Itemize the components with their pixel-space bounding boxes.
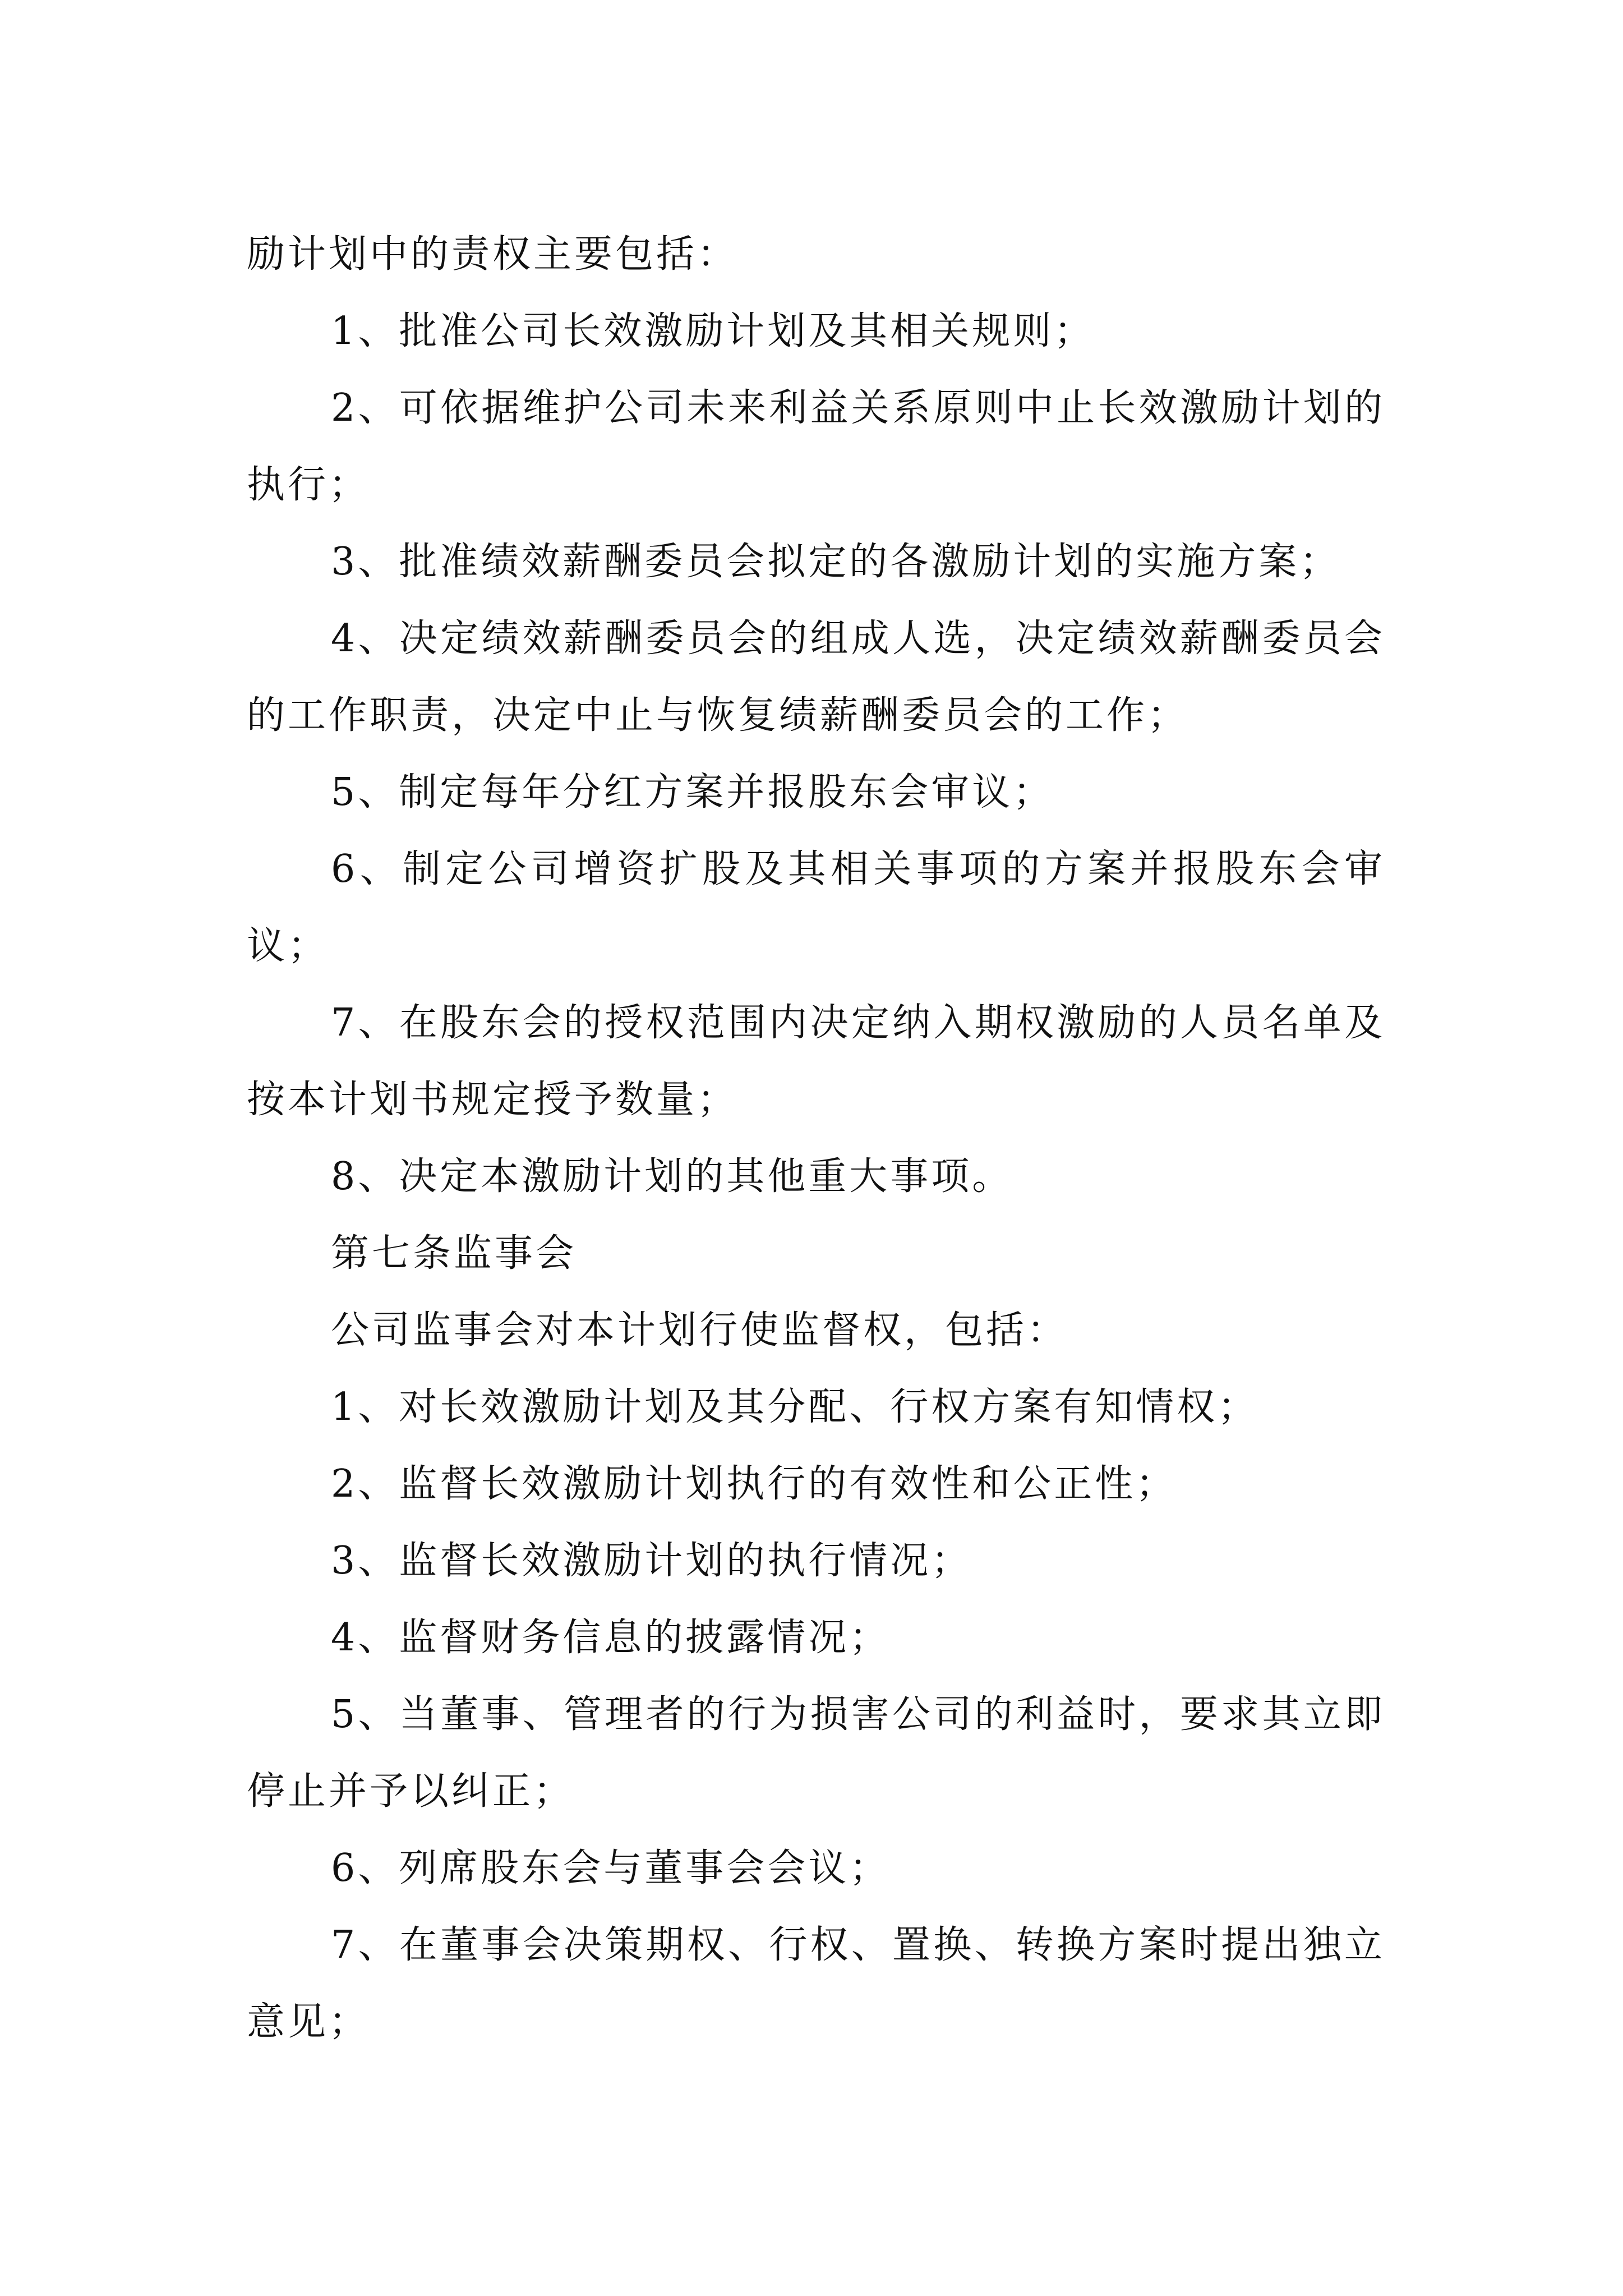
paragraph-continuation: 励计划中的责权主要包括： xyxy=(247,232,739,277)
paragraph-item-3: 3、批准绩效薪酬委员会拟定的各激励计划的实施方案； xyxy=(331,540,1341,584)
paragraph-item-2: 2、可依据维护公司未来利益关系原则中止长效激励计划的执行； xyxy=(247,386,1385,507)
paragraph-item-4: 4、监督财务信息的披露情况； xyxy=(331,1616,891,1660)
document-body xyxy=(247,216,1385,2060)
paragraph-item-4: 4、决定绩效薪酬委员会的组成人选，决定绩效薪酬委员会的工作职责，决定中止与恢复绩薪酬委员会的工作； xyxy=(247,616,1385,738)
paragraph-item-1: 1、对长效激励计划及其分配、行权方案有知情权； xyxy=(331,1385,1259,1429)
paragraph-item-2: 2、监督长效激励计划执行的有效性和公正性； xyxy=(331,1462,1177,1506)
paragraph-item-7: 7、在股东会的授权范围内决定纳入期权激励的人员名单及按本计划书规定授予数量； xyxy=(247,1001,1385,1122)
paragraph-item-5: 5、制定每年分红方案并报股东会审议； xyxy=(331,770,1054,815)
paragraph-item-7: 7、在董事会决策期权、行权、置换、转换方案时提出独立意见； xyxy=(247,1923,1385,2044)
paragraph-item-1: 1、批准公司长效激励计划及其相关规则； xyxy=(331,309,1095,353)
paragraph-item-5: 5、当董事、管理者的行为损害公司的利益时，要求其立即停止并予以纠正； xyxy=(247,1692,1385,1814)
paragraph-item-8: 8、决定本激励计划的其他重大事项。 xyxy=(331,1154,1013,1199)
paragraph-item-6: 6、制定公司增资扩股及其相关事项的方案并报股东会审议； xyxy=(247,847,1385,968)
paragraph-item-3: 3、监督长效激励计划的执行情况； xyxy=(331,1539,972,1583)
paragraph-intro: 公司监事会对本计划行使监督权，包括： xyxy=(331,1308,1068,1352)
paragraph-item-6: 6、列席股东会与董事会会议； xyxy=(331,1846,891,1890)
section-heading: 第七条监事会 xyxy=(331,1231,577,1276)
